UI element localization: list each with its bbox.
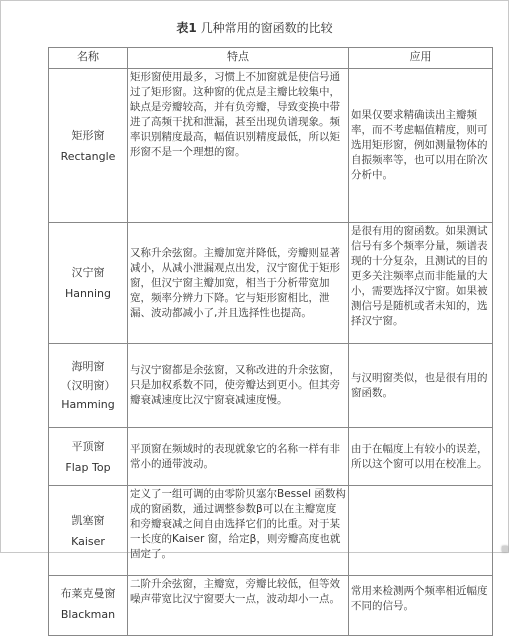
header-application: 应用 — [349, 48, 493, 69]
table-row — [49, 428, 493, 486]
table-row — [49, 223, 493, 344]
window-name-cn: 矩形窗 — [71, 128, 105, 142]
features-text: 矩形窗使用最多，习惯上不加窗就是使信号通过了矩形窗。这种窗的优点是主瓣比较集中，缺点是旁瓣较高，并有负旁瓣，导致变换中带进了高频干扰和泄漏，甚至出现负谱现象。频率识别精度最高，幅值识别精度最低，所以矩形窗不是一个理想的窗。 — [130, 71, 340, 158]
table-header-row — [49, 48, 493, 69]
table-caption — [1, 19, 508, 36]
table-row — [49, 69, 493, 223]
row-features-cell — [128, 344, 349, 428]
row-application-cell — [349, 69, 493, 223]
row-name-cell — [49, 576, 128, 636]
row-name-cell — [49, 223, 128, 344]
row-application-cell — [349, 223, 493, 344]
row-name-cell — [49, 344, 128, 428]
header-name: 名称 — [49, 48, 128, 69]
features-text: 二阶升余弦窗，主瓣宽，旁瓣比较低，但等效噪声带宽比汉宁窗要大一点，波动却小一点。 — [130, 578, 340, 605]
features-text: 与汉宁窗都是余弦窗，又称改进的升余弦窗，只是加权系数不同，使旁瓣达到更小。但其旁瓣衰减速度比汉宁窗衰减速度慢。 — [130, 364, 340, 406]
table-title: 几种常用的窗函数的比较 — [196, 21, 333, 35]
features-text: 又称升余弦窗。主瓣加宽并降低，旁瓣则显著减小，从减小泄漏观点出发，汉宁窗优于矩形窗，但汉宁窗主瓣加宽，相当于分析带宽加宽，频率分辨力下降。它与矩形窗相比，泄漏、波动都减小了,并且选择性也提高。 — [130, 246, 340, 319]
window-name-cn: 海明窗 — [71, 360, 105, 373]
window-name-en: Rectangle — [60, 149, 116, 163]
window-name-en: Flap Top — [65, 460, 111, 474]
row-features-cell — [128, 223, 349, 344]
row-application-cell — [349, 486, 493, 576]
header-features: 特点 — [128, 48, 349, 69]
application-text: 与汉明窗类似，也是很有用的窗函数。 — [351, 371, 488, 399]
window-name-cn-alt: （汉明窗） — [60, 379, 116, 392]
row-features-cell — [128, 428, 349, 486]
row-name-cell — [49, 428, 128, 486]
application-text: 由于在幅度上有较小的误差，所以这个窗可以用在校准上。 — [351, 442, 488, 470]
table-row — [49, 576, 493, 636]
window-name-cn: 布莱克曼窗 — [60, 587, 116, 600]
table-row — [49, 344, 493, 428]
features-text: 定义了一组可调的由零阶贝塞尔Bessel 函数构成的窗函数，通过调整参数β可以在主瓣宽度和旁瓣衰减之间自由选择它们的比重。对于某一长度的Kaiser 窗，给定β，则旁瓣高度也就固定了。 — [130, 488, 346, 560]
window-name-cn: 平顶窗 — [71, 439, 105, 453]
row-features-cell — [128, 486, 349, 576]
table-row — [49, 486, 493, 576]
application-text: 常用来检测两个频率相近幅度不同的信号。 — [351, 585, 488, 612]
window-name-cn: 汉宁窗 — [71, 266, 105, 279]
window-name-en: Hanning — [65, 287, 111, 300]
window-name-en: Blackman — [60, 608, 116, 621]
table-number: 表1 — [176, 21, 197, 35]
window-name-cn: 凯塞窗 — [71, 513, 105, 527]
application-text: 如果仅要求精确读出主瓣频率，而不考虑幅值精度，则可选用矩形窗，例如测量物体的自振频率等，也可以用在阶次分析中。 — [351, 109, 488, 181]
window-function-table — [48, 47, 493, 636]
row-application-cell — [349, 428, 493, 486]
application-text: 是很有用的窗函数。如果测试信号有多个频率分量，频谱表现的十分复杂，且测试的目的更多关注频率点而非能量的大小，需要选择汉宁窗。如果被测信号是随机或者未知的，选择汉宁窗。 — [351, 225, 488, 327]
row-features-cell — [128, 576, 349, 636]
row-name-cell — [49, 69, 128, 223]
row-features-cell — [128, 69, 349, 223]
row-name-cell — [49, 486, 128, 576]
features-text: 平顶窗在频域时的表现就象它的名称一样有非常小的通带波动。 — [130, 442, 340, 470]
window-name-en: Hamming — [61, 398, 115, 411]
row-application-cell — [349, 576, 493, 636]
window-name-en: Kaiser — [71, 534, 105, 548]
row-application-cell — [349, 344, 493, 428]
